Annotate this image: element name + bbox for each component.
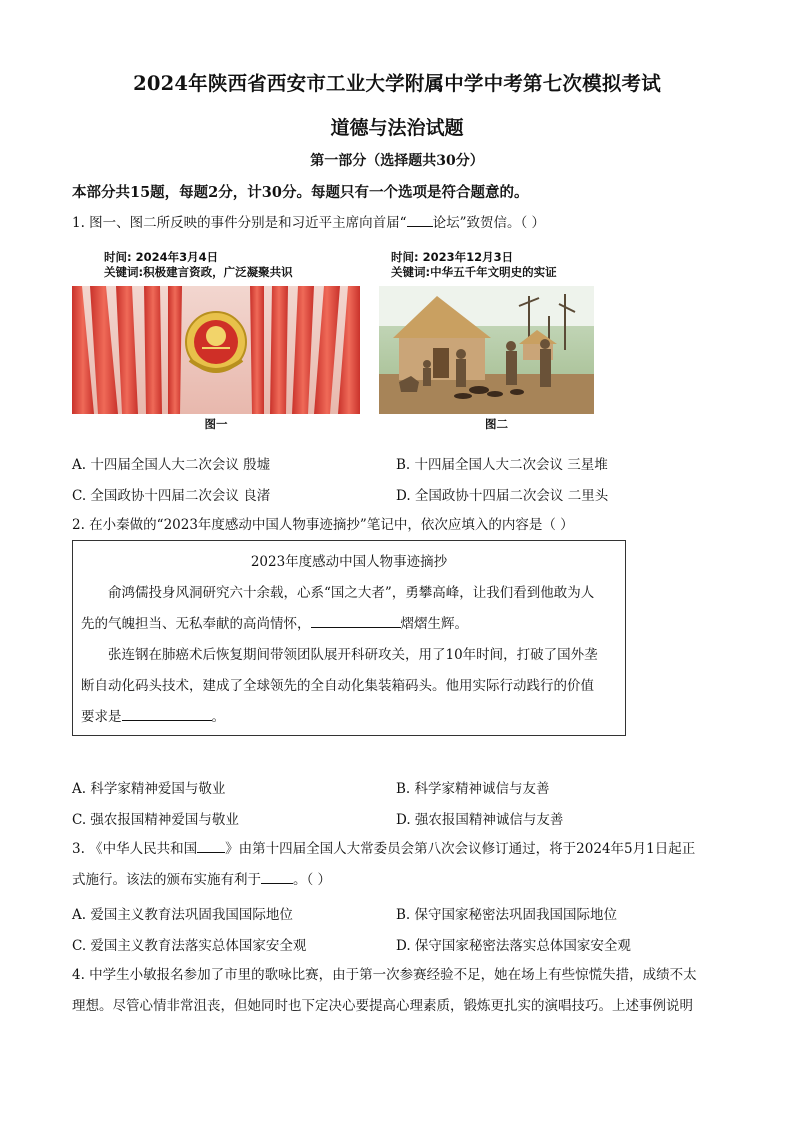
figure-2-caption <box>391 250 557 280</box>
q1-option-b[interactable]: B. 十四届全国人大二次会议 三星堆 <box>396 457 608 473</box>
figure-2-image <box>379 286 594 414</box>
question-1-stem <box>72 212 545 234</box>
q3-option-a[interactable]: A. 爱国主义教育法巩固我国国际地位 <box>72 907 293 923</box>
q2-option-b[interactable]: B. 科学家精神诚信与友善 <box>396 781 550 797</box>
section-heading: 第一部分（选择题共30分） <box>310 153 484 169</box>
q1-option-a[interactable]: A. 十四届全国人大二次会议 殷墟 <box>72 457 271 473</box>
q2-option-c[interactable]: C. 强农报国精神爱国与敬业 <box>72 812 239 828</box>
q3-option-b[interactable]: B. 保守国家秘密法巩固我国国际地位 <box>396 907 618 923</box>
q2-para1-line2-pre: 先的气魄担当、无私奉献的高尚情怀， <box>81 616 311 632</box>
question-4-line2: 理想。尽管心情非常沮丧，但她同时也下定决心要提高心理素质，锻炼更扎实的演唱技巧。上述事例说明 <box>72 998 693 1014</box>
question-2-stem: 2. 在小秦做的“2023年度感动中国人物事迹摘抄”笔记中，依次应填入的内容是（ ） <box>72 517 574 533</box>
q1-option-c[interactable]: C. 全国政协十四届二次会议 良渚 <box>72 488 271 504</box>
figure-1-caption <box>104 250 293 280</box>
q2-para1-line2-post: 熠熠生辉。 <box>400 616 468 632</box>
question-3-line2 <box>72 869 331 891</box>
q2-blank-1 <box>311 613 401 628</box>
q3-blank-2 <box>261 869 293 884</box>
figure-1-label: 图一 <box>204 417 228 431</box>
question-1-stem-tail: 论坛”致贺信。（ ） <box>432 215 546 231</box>
figure-1-image <box>72 286 360 414</box>
q3-option-d[interactable]: D. 保守国家秘密法落实总体国家安全观 <box>396 938 631 954</box>
q2-para1-line2 <box>81 609 468 641</box>
q3-line1-post: 》由第十四届全国人大常委员会第八次会议修订通过，将于2024年5月1日起正 <box>225 841 696 857</box>
figure-2-keyword: 关键词:中华五千年文明史的实证 <box>391 265 557 279</box>
question-3-line1 <box>72 838 695 860</box>
q2-notes-box <box>72 540 626 736</box>
q2-para1-line1: 俞鸿儒投身风洞研究六十余载，心系“国之大者”，勇攀高峰，让我们看到他敢为人 <box>108 585 595 601</box>
q2-para2-line1: 张连钢在肺癌术后恢复期间带领团队展开科研攻关，用了10年时间，打破了国外垄 <box>108 647 598 663</box>
question-1-stem-text: 1. 图一、图二所反映的事件分别是和习近平主席向首届“ <box>72 215 407 231</box>
question-1-blank <box>407 212 433 227</box>
q2-box-title: 2023年度感动中国人物事迹摘抄 <box>250 554 448 570</box>
figure-2-label: 图二 <box>485 417 508 431</box>
q2-para2-line2: 断自动化码头技术，建成了全球领先的全自动化集装箱码头。他用实际行动践行的价值 <box>81 678 594 694</box>
q3-blank-1 <box>197 838 225 853</box>
figure-1-time: 时间: 2024年3月4日 <box>104 250 219 264</box>
q2-para2-line3-pre: 要求是 <box>81 709 122 725</box>
q1-option-d[interactable]: D. 全国政协十四届二次会议 二里头 <box>396 488 609 504</box>
figure-1-keyword: 关键词:积极建言资政，广泛凝聚共识 <box>104 265 293 279</box>
exam-title: 2024年陕西省西安市工业大学附属中学中考第七次模拟考试 <box>133 72 661 95</box>
q3-line1-pre: 3. 《中华人民共和国 <box>72 841 198 857</box>
q2-blank-2 <box>122 706 212 721</box>
section-instructions: 本部分共15题，每题2分，计30分。每题只有一个选项是符合题意的。 <box>72 184 529 201</box>
q3-line2-pre: 式施行。该法的颁布实施有利于 <box>72 872 261 888</box>
exam-subtitle: 道德与法治试题 <box>330 117 464 139</box>
q3-line2-post: 。（ ） <box>293 872 332 888</box>
cppcc-emblem-icon <box>186 312 246 372</box>
figure-2-time: 时间: 2023年12月3日 <box>391 250 514 264</box>
q3-option-c[interactable]: C. 爱国主义教育法落实总体国家安全观 <box>72 938 307 954</box>
q2-option-a[interactable]: A. 科学家精神爱国与敬业 <box>72 781 226 797</box>
q2-option-d[interactable]: D. 强农报国精神诚信与友善 <box>396 812 564 828</box>
q2-para2-line3-post: 。 <box>211 709 225 725</box>
question-4-line1: 4. 中学生小敏报名参加了市里的歌咏比赛，由于第一次参赛经验不足，她在场上有些惊慌失措，成绩不太 <box>72 967 697 983</box>
q2-para2-line3 <box>81 702 225 734</box>
